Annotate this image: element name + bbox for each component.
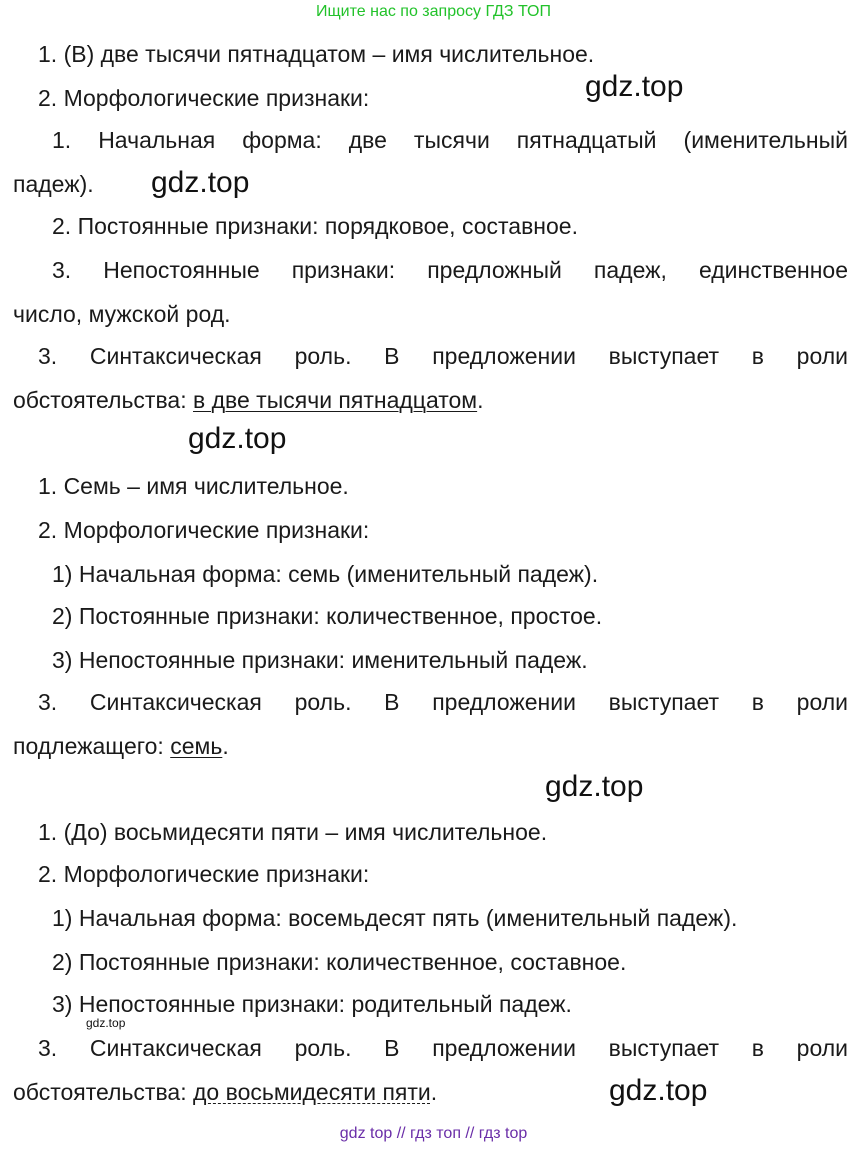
watermark: gdz.top: [151, 166, 250, 199]
block3-line3: 1) Начальная форма: восемьдесят пять (именительный падеж).: [52, 905, 738, 931]
underlined-phrase: в две тысячи пятнадцатом: [193, 387, 478, 413]
line-suffix: .: [477, 387, 484, 413]
block1-line5: 2. Постоянные признаки: порядковое, составное.: [52, 213, 578, 239]
watermark-small: gdz.top: [86, 1016, 126, 1030]
block1-line7: число, мужской род.: [13, 301, 231, 327]
watermark: gdz.top: [585, 70, 684, 103]
block2-line4: 2) Постоянные признаки: количественное, простое.: [52, 603, 603, 629]
underlined-phrase: до восьмидесяти пяти: [193, 1079, 431, 1105]
footer-links: gdz top // гдз топ // гдз top: [339, 1125, 528, 1142]
block1-line6: 3. Непостоянные признаки: предложный падеж, единственное: [52, 257, 848, 283]
watermark: gdz.top: [609, 1074, 708, 1107]
block1-line9: [13, 386, 484, 414]
block1-line8: 3. Синтаксическая роль. В предложении выступает в роли: [38, 343, 848, 369]
block2-line7: [13, 732, 229, 760]
block3-line5: 3) Непостоянные признаки: родительный падеж.: [52, 991, 572, 1017]
block3-line7: [13, 1078, 437, 1106]
underlined-word: семь: [170, 733, 223, 759]
block3-line2: 2. Морфологические признаки:: [38, 861, 370, 887]
block1-line1: 1. (В) две тысячи пятнадцатом – имя числительное.: [38, 41, 595, 67]
line-prefix: обстоятельства:: [13, 1079, 187, 1105]
watermark: gdz.top: [188, 422, 287, 455]
block2-line2: 2. Морфологические признаки:: [38, 517, 370, 543]
block2-line1: 1. Семь – имя числительное.: [38, 473, 349, 499]
block3-line6: 3. Синтаксическая роль. В предложении выступает в роли: [38, 1035, 848, 1061]
line-prefix: обстоятельства:: [13, 387, 187, 413]
line-prefix: подлежащего:: [13, 733, 164, 759]
block1-line3: 1. Начальная форма: две тысячи пятнадцатый (именительный: [52, 127, 848, 153]
block2-line6: 3. Синтаксическая роль. В предложении выступает в роли: [38, 689, 848, 715]
line-suffix: .: [430, 1079, 438, 1105]
block3-line1: 1. (До) восьмидесяти пяти – имя числительное.: [38, 819, 548, 845]
block2-line5: 3) Непостоянные признаки: именительный падеж.: [52, 647, 588, 673]
block3-line4: 2) Постоянные признаки: количественное, составное.: [52, 949, 627, 975]
block1-line4: падеж).: [13, 171, 94, 197]
watermark: gdz.top: [545, 770, 644, 803]
block2-line3: 1) Начальная форма: семь (именительный падеж).: [52, 561, 599, 587]
block1-line2: 2. Морфологические признаки:: [38, 85, 370, 111]
line-suffix: .: [222, 733, 229, 759]
top-banner: Ищите нас по запросу ГДЗ ТОП: [316, 3, 551, 20]
